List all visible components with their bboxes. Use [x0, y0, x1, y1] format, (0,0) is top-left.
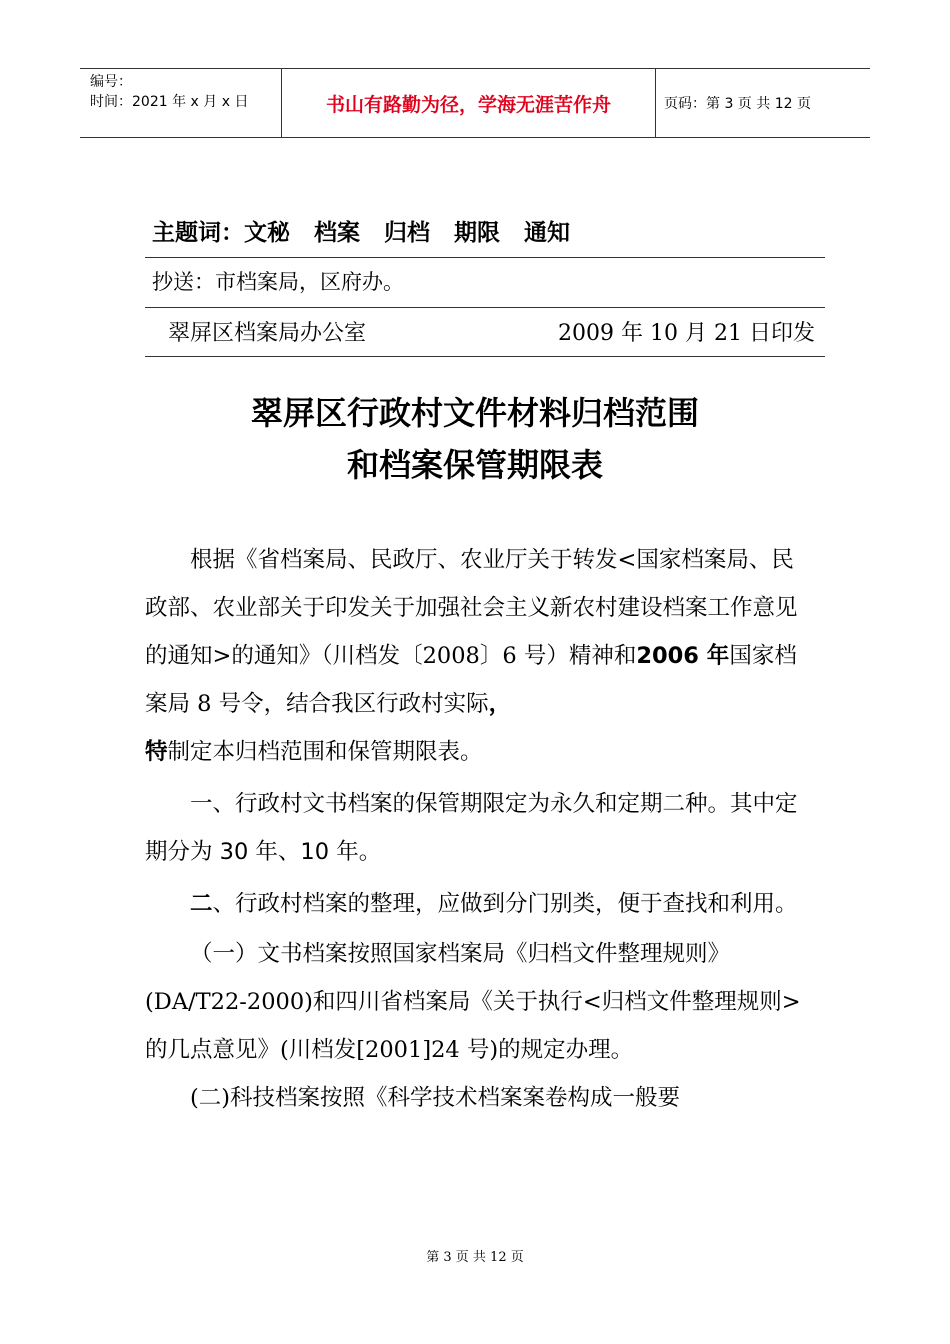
- issuing-office: 翠屏区档案局办公室: [168, 321, 367, 346]
- intro-text: 根据《省档案局、民政厅、农业厅关于转发<国家档案局、民政部、农业部关于印发关于加强社会主义新农村建设档案工作意见的通知>的通知》（川档发〔2008〕6 号）精神和: [145, 547, 798, 669]
- document-title-line1: 翠屏区行政村文件材料归档范围: [250, 394, 699, 432]
- header-motto: 书山有路勤为径，学海无涯苦作舟: [325, 93, 611, 116]
- document-header: [80, 68, 870, 138]
- section2-text: 、行政村档案的整理，应做到分门别类，便于查找和利用。: [212, 891, 798, 917]
- intro-text: 制定本归档范围和保管期限表。: [167, 739, 483, 765]
- subject-word: 通知: [524, 220, 570, 246]
- copy-to: 抄送：市档案局，区府办。: [152, 270, 404, 294]
- header-meta: [80, 69, 280, 137]
- subject-word: 档案: [314, 220, 360, 246]
- paragraph-section2: [145, 880, 815, 928]
- divider-line: [145, 307, 825, 308]
- document-body: [145, 536, 815, 1122]
- subject-words: [152, 214, 570, 247]
- divider-line: [145, 257, 825, 258]
- intro-text: 国家档案局 8 号令，结合我区行政村实际: [145, 643, 797, 717]
- intro-comma: ，: [488, 691, 512, 717]
- section2-number: 二: [190, 891, 213, 917]
- header-motto-cell: [281, 69, 656, 137]
- paragraph-item1: （一）文书档案按照国家档案局《归档文件整理规则》(DA/T22-2000)和四川省档案局《关于执行<归档文件整理规则>的几点意见》(川档发[2001]24 号)的规定办理。: [145, 941, 801, 1063]
- subject-word: 期限: [454, 220, 500, 246]
- paragraph-intro: [145, 536, 815, 776]
- paragraph-item2: (二)科技档案按照《科学技术档案案卷构成一般要: [190, 1085, 681, 1111]
- paragraph-section1: 一、行政村文书档案的保管期限定为永久和定期二种。其中定期分为 30 年、10 年。: [145, 791, 798, 865]
- intro-emphasis: 特: [145, 739, 168, 765]
- divider-line: [145, 356, 825, 357]
- document-number-label: 编号：: [90, 74, 132, 90]
- issue-date: 2009 年 10 月 21 日印发: [558, 321, 815, 346]
- intro-year: 2006 年: [636, 643, 730, 669]
- subject-word: 文秘: [244, 220, 290, 246]
- document-title-line2: 和档案保管期限表: [346, 446, 603, 484]
- subject-words-label: 主题词：: [152, 220, 244, 246]
- page-footer: 第 3 页 共 12 页: [426, 1250, 524, 1265]
- header-page-info: 页码：第 3 页 共 12 页: [664, 96, 811, 112]
- document-time-label: 时间：2021 年 x 月 x 日: [90, 94, 249, 110]
- subject-word: 归档: [384, 220, 430, 246]
